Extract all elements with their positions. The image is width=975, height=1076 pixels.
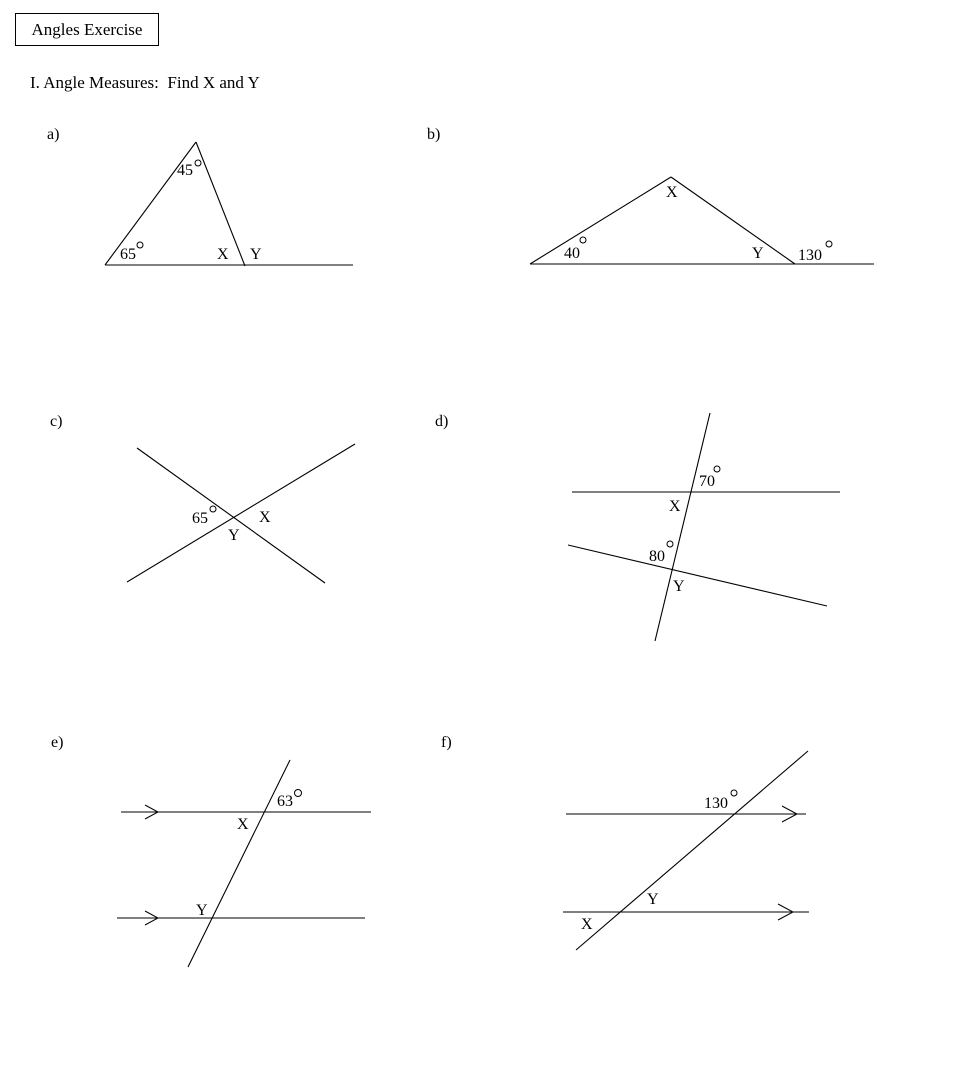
problem-d-y-label: Y — [673, 578, 685, 595]
problem-c-y-label: Y — [228, 527, 240, 544]
problem-f-angle-label: 130 — [704, 795, 728, 812]
problem-a-left-side — [105, 142, 196, 265]
problem-d-mid-angle: 80 — [649, 548, 665, 565]
problem-d-figure — [435, 413, 840, 641]
problem-a-y-label: Y — [250, 246, 262, 263]
problem-b-left-angle: 40 — [564, 245, 580, 262]
problem-a-left-degree-icon — [137, 242, 143, 248]
problem-d-transversal — [655, 413, 710, 641]
problem-e-degree-icon — [295, 790, 302, 797]
problem-a-top-angle: 45 — [177, 162, 193, 179]
problem-c-line-2 — [127, 444, 355, 582]
problem-a-figure — [47, 126, 353, 266]
problem-e-letter: e) — [51, 734, 64, 751]
problem-b-left-degree-icon — [580, 237, 586, 243]
problem-c-line-1 — [137, 448, 325, 583]
problem-c-figure — [50, 413, 355, 583]
problem-a-letter: a) — [47, 126, 60, 143]
problem-f-letter: f) — [441, 734, 452, 751]
problem-b-left-side — [530, 177, 671, 264]
problem-b-exterior-angle: 130 — [798, 247, 822, 264]
page-title: Angles Exercise — [15, 13, 159, 46]
problem-e-transversal — [188, 760, 290, 967]
problem-c-angle-label: 65 — [192, 510, 208, 527]
problem-d-top-angle: 70 — [699, 473, 715, 490]
problem-e-angle-label: 63 — [277, 793, 293, 810]
problem-e-x-label: X — [237, 816, 249, 833]
problem-e-y-label: Y — [196, 902, 208, 919]
problem-f-y-label: Y — [647, 891, 659, 908]
problem-d-mid-degree-icon — [667, 541, 673, 547]
problem-c-degree-icon — [210, 506, 216, 512]
problem-c-x-label: X — [259, 509, 271, 526]
problem-d-letter: d) — [435, 413, 449, 430]
section-heading: I. Angle Measures: Find X and Y — [30, 73, 260, 92]
problem-f-figure — [441, 734, 809, 950]
problem-f-x-label: X — [581, 916, 593, 933]
problem-b-y-label: Y — [752, 245, 764, 262]
problem-a-top-degree-icon — [195, 160, 201, 166]
problem-f-transversal — [576, 751, 808, 950]
problem-a-left-angle: 65 — [120, 246, 136, 263]
problem-a-x-label: X — [217, 246, 229, 263]
problem-d-slanted-line — [568, 545, 827, 606]
problem-f-degree-icon — [731, 790, 737, 796]
problem-e-figure — [51, 734, 371, 967]
problem-d-top-degree-icon — [714, 466, 720, 472]
problem-b-letter: b) — [427, 126, 441, 143]
problem-c-letter: c) — [50, 413, 63, 430]
problem-b-right-side — [671, 177, 795, 264]
problem-b-figure — [427, 126, 874, 264]
problem-d-x-label: X — [669, 498, 681, 515]
problem-b-exterior-degree-icon — [826, 241, 832, 247]
problem-b-x-label: X — [666, 184, 678, 201]
